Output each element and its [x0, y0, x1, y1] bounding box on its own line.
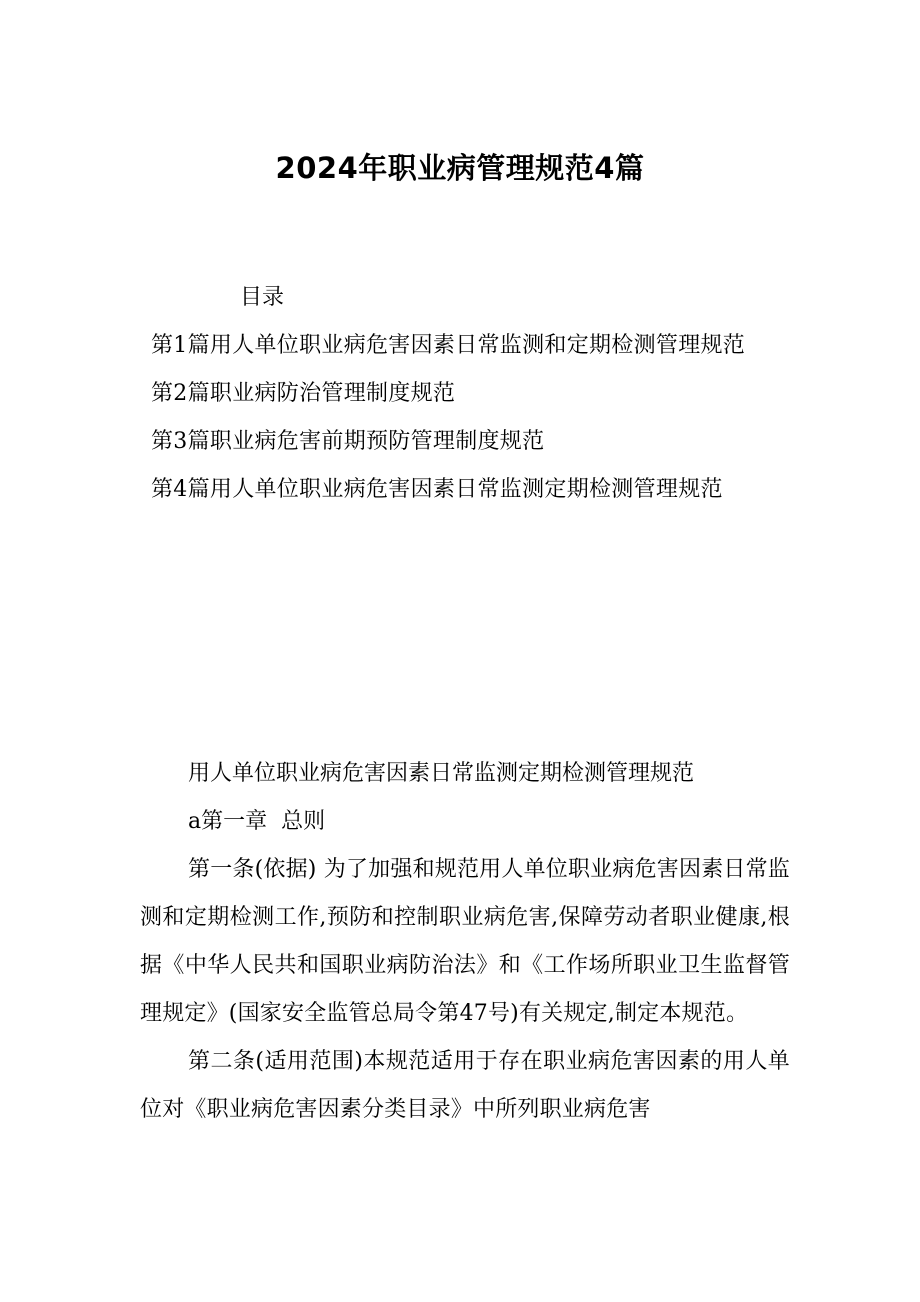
table-of-contents [140, 274, 790, 514]
chapter-heading: a第一章 总则 [188, 809, 326, 834]
paragraph-article-1: 第一条(依据) 为了加强和规范用人单位职业病危害因素日常监测和定期检测工作,预防和控制职业病危害,保障劳动者职业健康,根据《中华人民共和国职业病防治法》和《工作场所职业卫生监督管理规定》(国家安全监管总局令第47号)有关规定,制定本规范。 [140, 857, 790, 1026]
section-heading: 用人单位职业病危害因素日常监测定期检测管理规范 [188, 761, 695, 786]
toc-item-4: 第4篇用人单位职业病危害因素日常监测定期检测管理规范 [151, 477, 723, 502]
toc-item-2: 第2篇职业病防治管理制度规范 [151, 381, 456, 406]
toc-item-1: 第1篇用人单位职业病危害因素日常监测和定期检测管理规范 [151, 333, 746, 358]
paragraph-article-2: 第二条(适用范围)本规范适用于存在职业病危害因素的用人单位对《职业病危害因素分类目录》中所列职业病危害 [140, 1049, 790, 1122]
toc-item-3: 第3篇职业病危害前期预防管理制度规范 [151, 429, 545, 454]
document-title: 2024年职业病管理规范4篇 [275, 151, 645, 185]
toc-heading: 目录 [240, 285, 285, 310]
section-body [140, 750, 790, 1134]
